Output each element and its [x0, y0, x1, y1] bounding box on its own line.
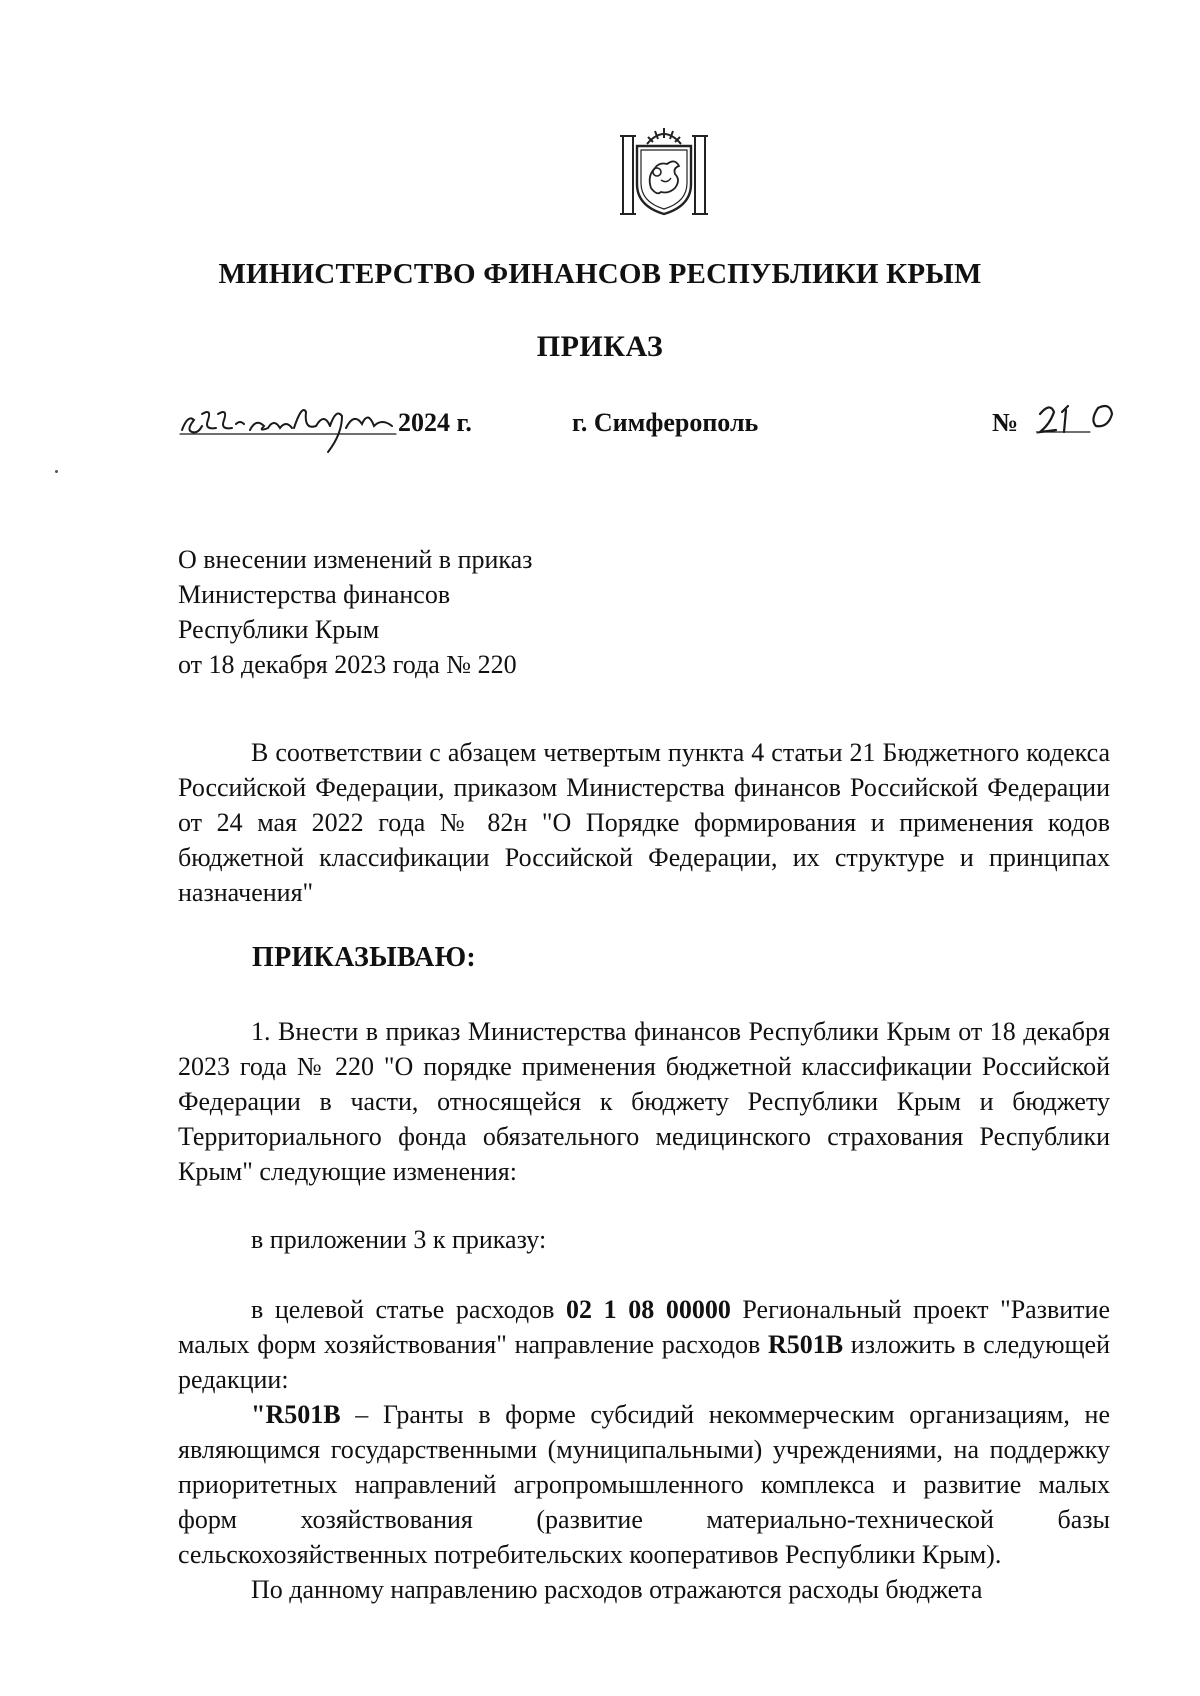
r501b-open-quote: "	[251, 1400, 266, 1429]
handwritten-number	[1036, 400, 1118, 440]
subject-line: от 18 декабря 2023 года № 220	[178, 650, 517, 679]
document-type: ПРИКАЗ	[536, 330, 664, 363]
date-year: 2024 г.	[398, 408, 472, 437]
ministry-name: МИНИСТЕРСТВО ФИНАНСОВ РЕСПУБЛИКИ КРЫМ	[218, 258, 982, 290]
target-text-post: изложить в следующей редакции:	[178, 1330, 1110, 1394]
target-text-mid: Региональный проект "Развитие малых форм хозяйствования" направление расходов	[178, 1295, 1110, 1359]
target-article-paragraph	[178, 1292, 1110, 1397]
subject-line: Республики Крым	[178, 615, 380, 644]
target-code: 02 1 08 00000	[566, 1295, 731, 1324]
item-1-paragraph: 1. Внести в приказ Министерства финансов Республики Крым от 18 декабря 2023 года № 220 "О порядке применения бюджетной классификации Российской Федерации в части, относящейся к бюджету Республики Крым и бюджету Территориального фонда обязательного медицинского страхования Республики Крым" следующие изменения:	[178, 1017, 1110, 1186]
handwritten-date-signature	[178, 400, 400, 460]
basis-paragraph: В соответствии с абзацем четвертым пункта 4 статьи 21 Бюджетного кодекса Российской Федерации, приказом Министерства финансов Российской Федерации от 24 мая 2022 года № 82н "О Порядке формирования и применения кодов бюджетной классификации Российской Федерации, их структуре и принципах назначения"	[178, 738, 1110, 907]
subject-line: Министерства финансов	[178, 580, 451, 609]
r501b-text: – Гранты в форме субсидий некоммерческим организациям, не являющимся государственными (муниципальными) учреждениями, на поддержку приоритетных направлений агропромышленного комплекса и развитие малых форм хозяйствования (развитие материально-технической базы сельскохозяйственных потребительских кооперативов Республики Крым).	[178, 1400, 1110, 1569]
r501b-definition-paragraph	[178, 1397, 1110, 1572]
target-text-pre: в целевой статье расходов	[251, 1295, 567, 1324]
subject-line: О внесении изменений в приказ	[178, 545, 533, 574]
city: г. Симферополь	[572, 408, 759, 437]
appendix-paragraph: в приложении 3 к приказу:	[251, 1225, 547, 1254]
last-paragraph: По данному направлению расходов отражаются расходы бюджета	[251, 1575, 983, 1604]
target-direction-code: R501B	[767, 1330, 844, 1359]
document-subject	[178, 542, 532, 682]
r501b-code: R501B	[265, 1400, 341, 1429]
order-word: ПРИКАЗЫВАЮ:	[252, 942, 477, 973]
scan-speck	[55, 470, 58, 473]
crimea-coat-of-arms-icon	[617, 122, 711, 218]
number-sign: №	[992, 408, 1019, 437]
